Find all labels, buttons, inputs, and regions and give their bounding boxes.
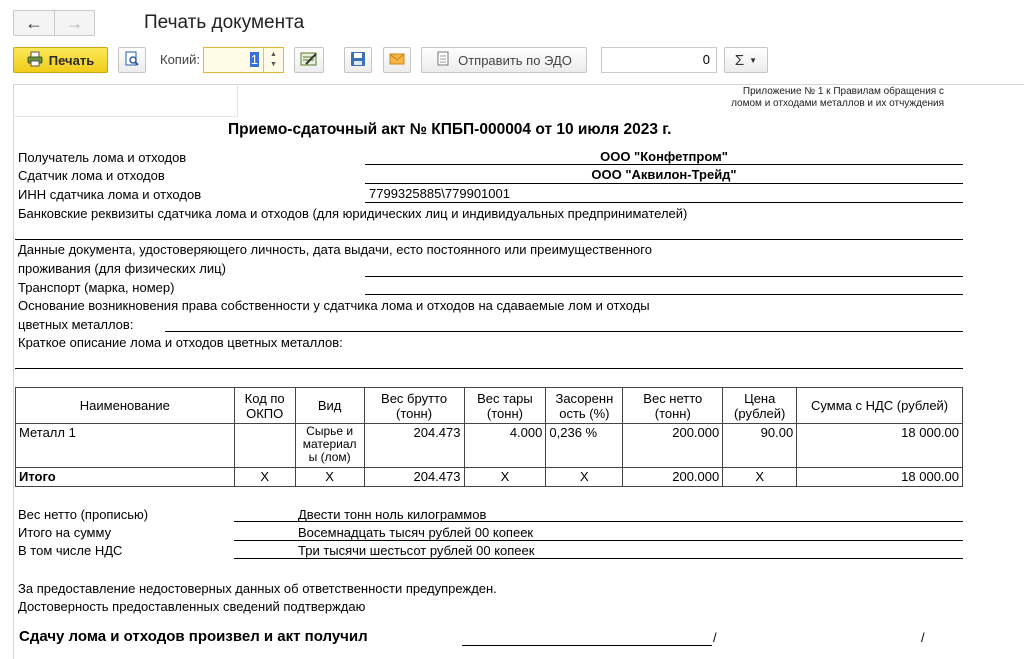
- header-okpo: Код по ОКПО: [234, 388, 295, 424]
- inn-value: 7799325885\779901001: [369, 186, 510, 201]
- spreadsheet-corner: [13, 84, 238, 117]
- total-sum-label: Итого на сумму: [18, 525, 112, 540]
- id-document-line: [365, 260, 963, 277]
- header-sum: Сумма с НДС (рублей): [797, 388, 963, 424]
- copies-value: 1: [250, 52, 258, 67]
- edit-icon: [300, 51, 318, 70]
- chevron-down-icon: ▼: [749, 55, 758, 65]
- arrow-left-icon: ←: [25, 12, 43, 33]
- ownership-label-2: цветных металлов:: [18, 317, 134, 332]
- print-button[interactable]: [13, 47, 108, 73]
- warning-text-2: Достоверность предоставленных сведений подтверждаю: [18, 599, 366, 614]
- header-tare: Вес тары (тонн): [464, 388, 546, 424]
- signature-slash-1: /: [713, 630, 717, 645]
- total-sum: 18 000.00: [797, 468, 963, 487]
- vat-value: Три тысячи шестьсот рублей 00 копеек: [298, 543, 535, 558]
- print-label: Печать: [48, 52, 95, 68]
- floppy-disk-icon: [350, 51, 366, 70]
- table-header-row: [16, 388, 963, 424]
- arrow-right-icon: →: [65, 12, 84, 33]
- send-edo-label: Отправить по ЭДО: [458, 52, 572, 68]
- total-okpo: X: [234, 468, 295, 487]
- preview-button[interactable]: [118, 47, 146, 73]
- cell-net: 200.000: [623, 424, 723, 468]
- cell-contamination: 0,236 %: [546, 424, 623, 468]
- recipient-label: Получатель лома и отходов: [18, 150, 187, 165]
- transport-line: [365, 278, 963, 295]
- warning-text-1: За предоставление недостоверных данных об ответственности предупрежден.: [18, 581, 497, 596]
- total-row: [16, 468, 963, 487]
- recipient-value: ООО "Конфетпром": [600, 149, 728, 164]
- supplier-label: Сдатчик лома и отходов: [18, 168, 165, 183]
- inn-label: ИНН сдатчика лома и отходов: [18, 187, 202, 202]
- total-net: 200.000: [623, 468, 723, 487]
- header-net: Вес нетто (тонн): [623, 388, 723, 424]
- description-label: Краткое описание лома и отходов цветных металлов:: [18, 335, 343, 350]
- copies-input[interactable]: [203, 47, 284, 73]
- header-kind: Вид: [295, 388, 364, 424]
- net-words-value: Двести тонн ноль килограммов: [298, 507, 487, 522]
- copies-stepper[interactable]: [263, 48, 283, 72]
- cell-sum: 18 000.00: [797, 424, 963, 468]
- sum-field: 0: [601, 47, 717, 73]
- send-edo-button[interactable]: [421, 47, 587, 73]
- total-sum-value: Восемнадцать тысяч рублей 00 копеек: [298, 525, 534, 540]
- header-name: Наименование: [16, 388, 235, 424]
- signature-line: [462, 628, 712, 646]
- signature-slash-2: /: [921, 630, 925, 645]
- chevron-up-icon[interactable]: ▲: [270, 51, 277, 58]
- document-title: Приемо-сдаточный акт № КПБП-000004 от 10 июля 2023 г.: [228, 121, 672, 138]
- header-gross: Вес брутто (тонн): [364, 388, 464, 424]
- header-contamination: Засоренн ость (%): [546, 388, 623, 424]
- document-send-icon: [436, 51, 452, 70]
- supplier-value: ООО "Аквилон-Трейд": [591, 167, 737, 182]
- chevron-down-icon[interactable]: ▼: [270, 61, 277, 68]
- cell-gross: 204.473: [364, 424, 464, 468]
- id-document-label-1: Данные документа, удостоверяющего личность, дата выдачи, есто постоянного или преимущественного: [18, 242, 652, 257]
- items-table: [15, 387, 963, 487]
- total-gross: 204.473: [364, 468, 464, 487]
- ownership-line: [165, 315, 963, 332]
- cell-name: Металл 1: [16, 424, 235, 468]
- net-words-label: Вес нетто (прописью): [18, 507, 149, 522]
- appendix-note: Приложение № 1 к Правилам обращения с ломом и отходами металлов и их отчуждения: [731, 86, 944, 109]
- total-tare: X: [464, 468, 546, 487]
- window-title: Печать документа: [144, 12, 305, 33]
- email-button[interactable]: [383, 47, 411, 73]
- save-button[interactable]: [344, 47, 372, 73]
- description-line: [15, 352, 963, 369]
- transport-label: Транспорт (марка, номер): [18, 280, 175, 295]
- copies-label: Копий:: [160, 52, 200, 67]
- total-contamination: X: [546, 468, 623, 487]
- bank-details-line: [15, 224, 963, 240]
- bank-details-label: Банковские реквизиты сдатчика лома и отходов (для юридических лиц и индивидуальных предпринимателей): [18, 206, 688, 221]
- sum-mode-button[interactable]: [724, 47, 768, 73]
- vat-label: В том числе НДС: [18, 543, 123, 558]
- envelope-icon: [389, 52, 405, 69]
- printer-icon: [27, 51, 43, 70]
- navigation-buttons: [13, 10, 95, 36]
- forward-button[interactable]: [54, 11, 94, 35]
- edit-button[interactable]: [294, 47, 324, 73]
- cell-kind: Сырье и материал ы (лом): [295, 424, 364, 468]
- cell-okpo: [234, 424, 295, 468]
- signature-title: Сдачу лома и отходов произвел и акт получил: [19, 628, 368, 645]
- cell-tare: 4.000: [464, 424, 546, 468]
- total-kind: X: [295, 468, 364, 487]
- cell-price: 90.00: [723, 424, 797, 468]
- table-row: [16, 424, 963, 468]
- total-name: Итого: [16, 468, 235, 487]
- back-button[interactable]: [14, 11, 54, 35]
- preview-icon: [124, 51, 140, 70]
- sigma-icon: Σ: [734, 51, 745, 69]
- ownership-label-1: Основание возникновения права собственности у сдатчика лома и отходов на сдаваемые лом и отходы: [18, 298, 650, 313]
- id-document-label-2: проживания (для физических лиц): [18, 261, 226, 276]
- total-price: X: [723, 468, 797, 487]
- header-price: Цена (рублей): [723, 388, 797, 424]
